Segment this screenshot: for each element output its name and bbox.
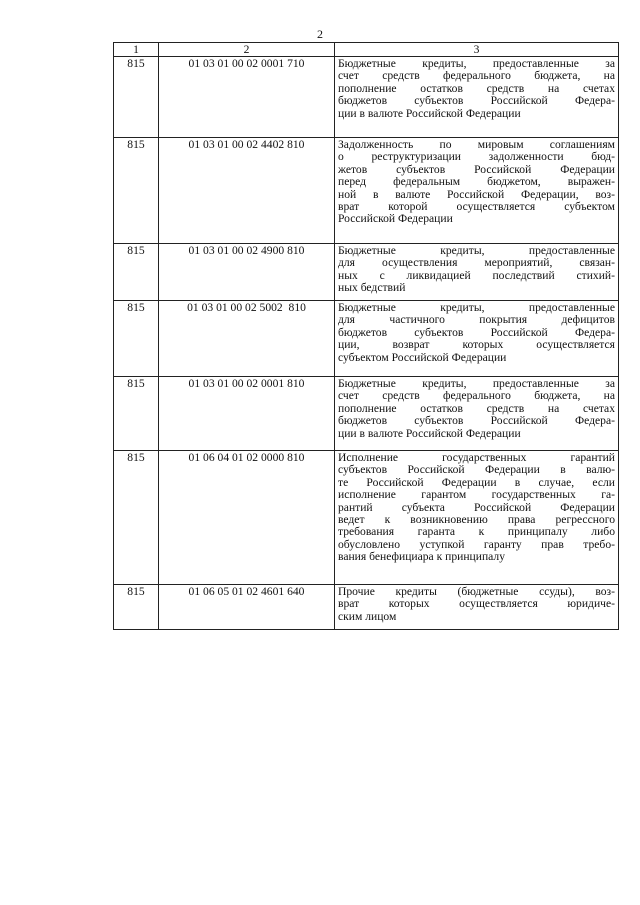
description-line: ции в валюте Российской Федерации — [338, 106, 521, 120]
description-line: ции, возврат которых осуществляется — [338, 338, 615, 352]
description-line: врат которых осуществляется юридиче- — [338, 597, 615, 611]
table-row — [114, 138, 619, 244]
admin-code-cell: 815 — [114, 377, 159, 451]
column-header-3: 3 — [335, 43, 619, 57]
admin-code-cell: 815 — [114, 451, 159, 585]
table-header-row — [114, 43, 619, 57]
budget-classification-code-cell: 01 03 01 00 02 4900 810 — [159, 244, 335, 301]
description-line: ных бедствий — [338, 281, 406, 295]
description-line: для осуществления мероприятий, связан- — [338, 256, 615, 270]
description-line: Российской Федерации — [338, 212, 453, 226]
description-line: бюджетов субъектов Российской Федера- — [338, 414, 615, 428]
description-line: врат которой осуществляется субъектом — [338, 199, 615, 213]
description-line: вания бенефициара к принципалу — [338, 550, 505, 564]
table-row — [114, 451, 619, 585]
description-line: обусловлено уступкой гаранту прав требо- — [338, 537, 615, 551]
admin-code-cell: 815 — [114, 585, 159, 630]
admin-code-cell: 815 — [114, 138, 159, 244]
description-cell — [335, 57, 619, 138]
description-cell — [335, 301, 619, 377]
budget-classification-code-cell: 01 03 01 00 02 0001 810 — [159, 377, 335, 451]
description-line: субъектом Российской Федерации — [338, 350, 507, 364]
description-line: Прочие кредиты (бюджетные ссуды), воз- — [338, 585, 615, 598]
description-line: бюджетов субъектов Российской Федера- — [338, 325, 615, 339]
description-line: перед федеральным бюджетом, выражен- — [338, 175, 615, 189]
budget-classification-code-cell: 01 03 01 00 02 0001 710 — [159, 57, 335, 138]
budget-classification-code-cell: 01 03 01 00 02 5002 810 — [159, 301, 335, 377]
admin-code-cell: 815 — [114, 301, 159, 377]
budget-classification-code-cell: 01 03 01 00 02 4402 810 — [159, 138, 335, 244]
table-row — [114, 585, 619, 630]
description-cell — [335, 585, 619, 630]
table-row — [114, 301, 619, 377]
description-line: исполнение гарантом государственных га- — [338, 488, 615, 502]
admin-code-cell: 815 — [114, 244, 159, 301]
description-cell — [335, 244, 619, 301]
description-cell — [335, 377, 619, 451]
table-row — [114, 244, 619, 301]
description-line: счет средств федерального бюджета, на — [338, 69, 615, 83]
column-header-1: 1 — [114, 43, 159, 57]
description-line: пополнение остатков средств на счетах — [338, 401, 615, 415]
description-line: Бюджетные кредиты, предоставленные за — [338, 57, 615, 70]
table-row — [114, 57, 619, 138]
description-line: Исполнение государственных гарантий — [338, 451, 615, 464]
description-line: те Российской Федерации в случае, если — [338, 475, 615, 489]
description-line: субъектов Российской Федерации в валю- — [338, 463, 615, 477]
description-line: Бюджетные кредиты, предоставленные за — [338, 377, 615, 390]
description-cell — [335, 451, 619, 585]
description-line: рантий субъекта Российской Федерации — [338, 500, 615, 514]
description-cell — [335, 138, 619, 244]
description-line: жетов субъектов Российской Федерации — [338, 162, 615, 176]
description-line: Бюджетные кредиты, предоставленные — [338, 244, 615, 257]
description-line: ции в валюте Российской Федерации — [338, 426, 521, 440]
description-line: ной в валюте Российской Федерации, воз- — [338, 187, 615, 201]
description-line: ведет к возникновению права регрессного — [338, 512, 615, 526]
table-body — [114, 57, 619, 630]
description-line: о реструктуризации задолженности бюд- — [338, 150, 615, 164]
description-line: пополнение остатков средств на счетах — [338, 81, 615, 95]
admin-code-cell: 815 — [114, 57, 159, 138]
table-row — [114, 377, 619, 451]
description-line: Задолженность по мировым соглашениям — [338, 138, 615, 151]
description-line: для частичного покрытия дефицитов — [338, 313, 615, 327]
description-line: ных с ликвидацией последствий стихий- — [338, 268, 615, 282]
description-line: ским лицом — [338, 609, 397, 623]
description-line: требования гаранта к принципалу либо — [338, 525, 615, 539]
description-line: счет средств федерального бюджета, на — [338, 389, 615, 403]
budget-classification-code-cell: 01 06 04 01 02 0000 810 — [159, 451, 335, 585]
description-line: бюджетов субъектов Российской Федера- — [338, 94, 615, 108]
page-number: 2 — [317, 27, 323, 41]
budget-codes-table — [113, 42, 619, 630]
description-line: Бюджетные кредиты, предоставленные — [338, 301, 615, 314]
column-header-2: 2 — [159, 43, 335, 57]
budget-classification-code-cell: 01 06 05 01 02 4601 640 — [159, 585, 335, 630]
